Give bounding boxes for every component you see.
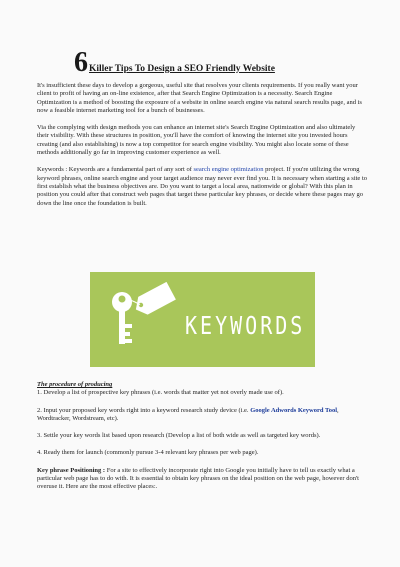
keywords-paragraph: Keywords : Keywords are a fundamental part of any sort of search engine optimization project. If you're utilizing the wrong keyword phrases, online search engine and your target audience may never ever find you. It is necessary when starting a site to first establish what the business objectives are. Do you want to target a local area, nationwide or global? With this plan in position you could after that construct web pages that target these particular key phrases, or decide where these pages may go down the line once the foundation is built. bbox=[37, 166, 368, 207]
title-text: Killer Tips To Design a SEO Friendly Website bbox=[89, 64, 275, 74]
adwords-link[interactable]: Google Adwords Keyword Tool bbox=[250, 406, 338, 414]
procedure-step-2: 2. Input your proposed key words right into a keyword research study device (i.e. Google Adwords Keyword Tool, Wordtracker, Wordstream, etc). bbox=[37, 406, 339, 422]
intro-section bbox=[37, 82, 367, 217]
intro-paragraph-2: Via the complying with design methods you can enhance an internet site's Search Engine Optimization and also ultimately their visibility. With these structures in position, you'll have the comfort of knowing the internet site you invested hours creating (and also establishing) is now a top competitor for search engine visibility. You might also locate some of these methods additionally go far in improving customer experience as well. bbox=[37, 124, 356, 157]
procedure-step-4: 4. Ready them for launch (commonly pursue 3-4 relevant key phrases per web page). bbox=[37, 449, 259, 457]
title-number: 6 bbox=[74, 47, 88, 78]
procedure-step-1: 1. Develop a list of prospective key phrases (i.e. words that matter yet not overly made use of). bbox=[37, 389, 284, 397]
positioning-paragraph: Key phrase Positioning : For a site to effectively incorporate right into Google you initially have to tell us exactly what a particular web page has to do with. It is essential to obtain key phrases on the ideal position on the web page, however don't overuse it. Here are the most effective places:. bbox=[37, 466, 359, 491]
procedure-heading: The procedure of producing bbox=[37, 381, 113, 388]
page-title bbox=[74, 47, 374, 78]
intro-paragraph-1: It's insufficient these days to develop a gorgeous, useful site that resolves your clients requirements. If you really want your client to profit of having an on-line existence, after that Search Engine Optimization is a necessity. Search Engine Optimization is a method of boosting the exposure of a website in online search engine via natural search results page, and is now a feasible internet marketing tool for a bunch of businesses. bbox=[37, 82, 362, 114]
positioning-label: Key phrase Positioning : bbox=[37, 466, 106, 474]
seo-link[interactable]: search engine optimization bbox=[193, 166, 264, 174]
banner-keywords-text: KEYWORDS bbox=[185, 310, 306, 340]
procedure-section bbox=[37, 381, 367, 501]
procedure-step-3: 3. Settle your key words list based upon research (Develop a list of both wide as well as targeted key words). bbox=[37, 432, 321, 440]
keywords-banner-image bbox=[90, 272, 315, 367]
